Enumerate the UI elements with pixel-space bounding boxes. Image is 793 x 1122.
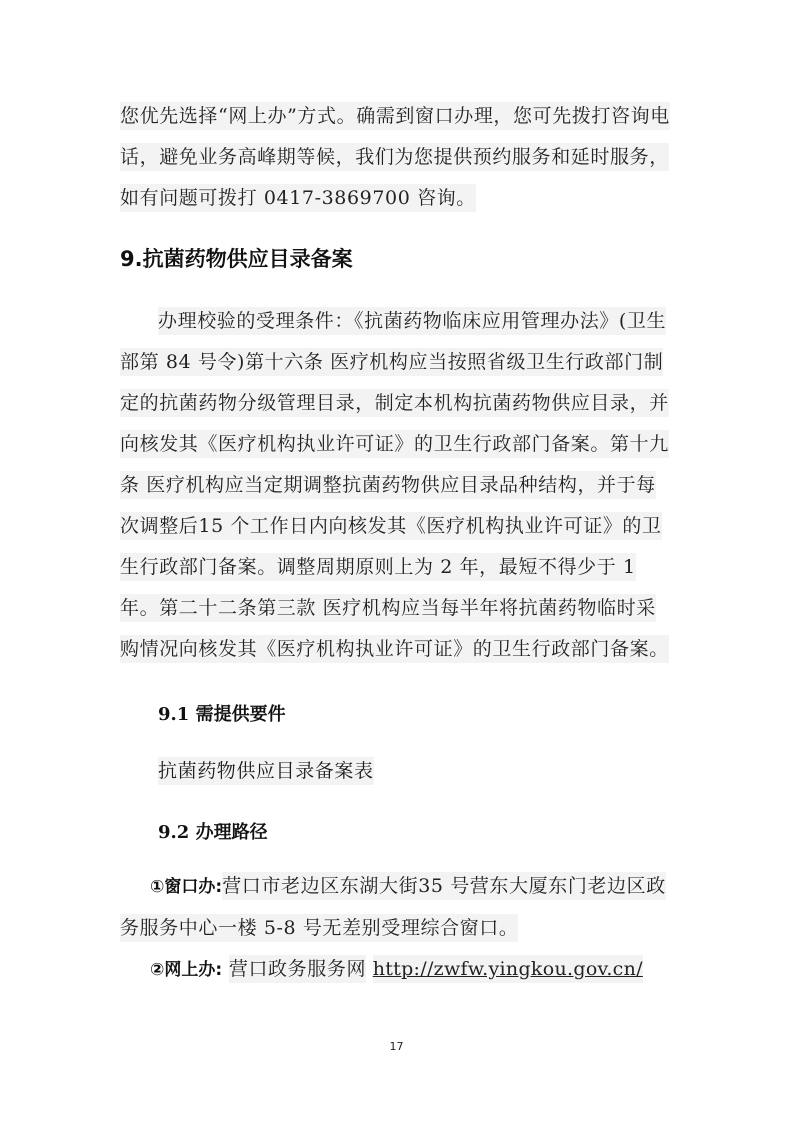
online-route-text: 营口政务服务网 xyxy=(229,955,366,983)
conditions-paragraph xyxy=(120,301,675,670)
section-heading: 9.抗菌药物供应目录备案 xyxy=(120,247,353,271)
materials-heading: 9.1 需提供要件 xyxy=(158,704,286,725)
online-route-label: ②网上办: xyxy=(150,960,223,980)
page-number: 17 xyxy=(389,1040,404,1053)
window-route-text: 营口市老边区东湖大街35 号营东大厦东门老边区政务服务中心一楼 5-8 号无差别受理综合窗口。 xyxy=(120,872,666,942)
materials-item xyxy=(158,756,374,786)
window-route xyxy=(120,866,675,949)
conditions-paragraph-text: 办理校验的受理条件：《抗菌药物临床应用管理办法》(卫生部第 84 号令)第十六条 医疗机构应当按照省级卫生行政部门制定的抗菌药物分级管理目录，制定本机构抗菌药物供应目录，并向核发其《医疗机构执业许可证》的卫生行政部门备案。第十九条 医疗机构应当定期调整抗菌药物供应目录品种结构，并于每次调整后15 个工作日内向核发其《医疗机构执业许可证》的卫生行政部门备案。调整周期原则上为 2 年，最短不得少于 1 年。第二十二条第三款 医疗机构应当每半年将抗菌药物临时采购情况向核发其《医疗机构执业许可证》的卫生行政部门备案。 xyxy=(120,307,669,663)
intro-paragraph xyxy=(120,96,675,219)
intro-paragraph-text: 您优先选择“网上办”方式。确需到窗口办理，您可先拨打咨询电话，避免业务高峰期等候，我们为您提供预约服务和延时服务，如有问题可拨打 0417-3869700 咨询。 xyxy=(120,102,670,212)
materials-item-text: 抗菌药物供应目录备案表 xyxy=(158,757,374,785)
online-portal-link[interactable]: http://zwfw.yingkou.gov.cn/ xyxy=(373,955,643,983)
routes-heading: 9.2 办理路径 xyxy=(158,822,268,843)
online-route xyxy=(120,949,675,991)
window-route-label: ①窗口办: xyxy=(150,877,223,897)
